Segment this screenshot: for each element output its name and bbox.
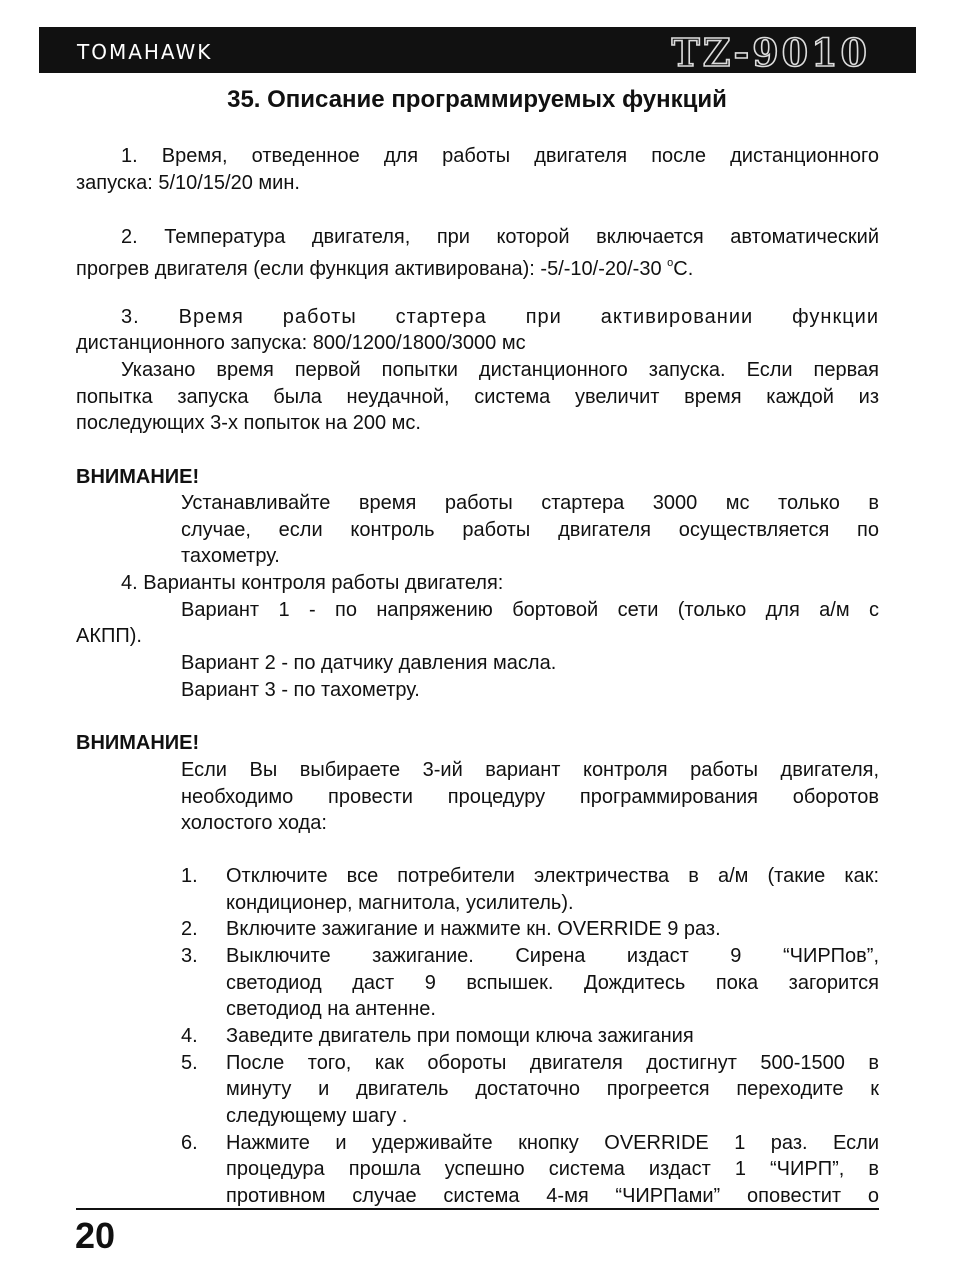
step-number: 2. [181,918,198,940]
p5-line1: 4. Варианты контроля работы двигателя: [121,572,504,594]
p2-line2 [76,250,693,283]
step-number: 1. [181,865,198,887]
step-6-line3: противном случае система 4-мя “ЧИРПами” оповестит о [226,1185,879,1207]
step-number: 6. [181,1132,198,1154]
page-header [39,27,916,73]
step-1-line2: кондиционер, магнитола, усилитель). [226,892,574,914]
warning2-line2: необходимо провести процедуру программирования оборотов [181,786,879,808]
p5-line3: АКПП). [76,625,142,647]
p5-line5: Вариант 3 - по тахометру. [181,679,420,701]
p2-unit: C. [673,258,694,280]
warning1-line1: Устанавливайте время работы стартера 3000 мс только в [181,492,879,514]
p3-line1: 3. Время работы стартера при активировании функции [121,306,879,328]
p4-line3: последующих 3-х попыток на 200 мс. [76,412,421,434]
warning-label-2: ВНИМАНИЕ! [76,732,200,754]
brand-name: TOMAHAWK [77,40,213,64]
step-1-line1: Отключите все потребители электричества в а/м (такие как: [226,865,879,887]
step-6-line1: Нажмите и удерживайте кнопку OVERRIDE 1 раз. Если [226,1132,879,1154]
page-number: 20 [75,1215,116,1256]
p2-line2-text: прогрев двигателя (если функция активирована): -5/-10/-20/-30 [76,258,662,280]
degree-sign: o [667,257,674,269]
p1-line2: запуска: 5/10/15/20 мин. [76,172,300,194]
warning2-line1: Если Вы выбираете 3-ий вариант контроля работы двигателя, [181,759,879,781]
warning2-line3: холостого хода: [181,812,327,834]
step-4-line1: Заведите двигатель при помощи ключа зажигания [226,1025,694,1047]
p3-line2: дистанционного запуска: 800/1200/1800/3000 мс [76,332,526,354]
section-title: 35. Описание программируемых функций [227,86,727,113]
step-3-line3: светодиод на антенне. [226,998,436,1020]
model-name: TZ-9010 [671,30,870,75]
warning1-line2: случае, если контроль работы двигателя осуществляется по [181,519,879,541]
step-5-line1: После того, как обороты двигателя достигнут 500-1500 в [226,1052,879,1074]
footer-rule [76,1208,879,1210]
warning-label-1: ВНИМАНИЕ! [76,466,200,488]
step-number: 4. [181,1025,198,1047]
p4-line1: Указано время первой попытки дистанционного запуска. Если первая [121,359,879,381]
step-3-line2: светодиод даст 9 вспышек. Дождитесь пока загорится [226,972,879,994]
p1-line1: 1. Время, отведенное для работы двигателя после дистанционного [121,145,879,167]
step-6-line2: процедура прошла успешно система издаст 1 “ЧИРП”, в [226,1158,879,1180]
step-2-line1: Включите зажигание и нажмите кн. OVERRIDE 9 раз. [226,918,721,940]
step-5-line3: следующему шагу . [226,1105,408,1127]
p2-line1: 2. Температура двигателя, при которой включается автоматический [121,226,879,248]
p5-line2: Вариант 1 - по напряжению бортовой сети (только для а/м с [181,599,879,621]
step-3-line1: Выключите зажигание. Сирена издаст 9 “ЧИРПов”, [226,945,879,967]
p5-line4: Вариант 2 - по датчику давления масла. [181,652,557,674]
p4-line2: попытка запуска была неудачной, система увеличит время каждой из [76,386,879,408]
step-5-line2: минуту и двигатель достаточно прогреется переходите к [226,1078,879,1100]
step-number: 5. [181,1052,198,1074]
warning1-line3: тахометру. [181,545,280,567]
step-number: 3. [181,945,198,967]
